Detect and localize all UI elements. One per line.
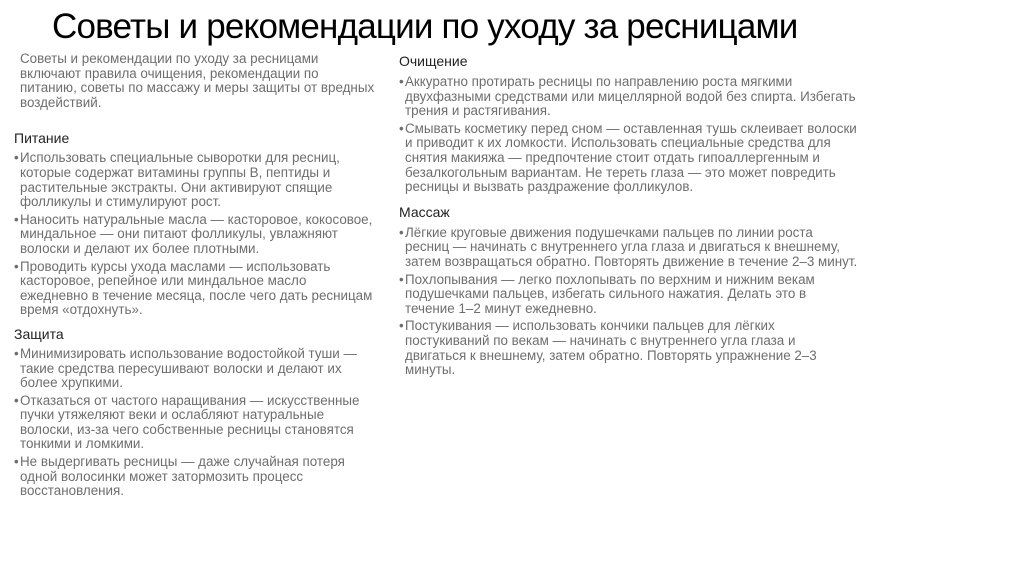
list-item: •Использовать специальные сыворотки для ресниц, которые содержат витамины группы B, пептиды и растительные экстракты. Они активируют спящие фолликулы и стимулируют рост. [14,150,340,210]
bullet-icon: • [14,258,19,274]
bullet-icon: • [14,211,19,227]
left-column [14,52,376,499]
intro-paragraph: Советы и рекомендации по уходу за ресницами включают правила очищения, рекомендации по питанию, советы по массажу и меры защиты от вредных воздействий. [20,51,375,110]
list-item: •Лёгкие круговые движения подушечками пальцев по линии роста ресниц — начинать с внутреннего угла глаза и двигаться к внешнему, затем возвращаться обратно. Повторять движение в течение 2–3 минут. [399,224,858,269]
list-item: •Проводить курсы ухода маслами — использовать касторовое, репейное или миндальное масло ежедневно в течение месяца, после чего дать ресницам время «отдохнуть». [14,258,373,318]
list-item: •Наносить натуральные масла — касторовое, кокосовое, миндальное — они питают фолликулы, увлажняют волоски и делают их более плотными. [14,211,373,256]
bullet-icon: • [399,120,404,136]
bullet-icon: • [399,271,404,287]
list-item: •Не выдергивать ресницы — даже случайная потеря одной волосинки может затормозить процесс восстановления. [14,454,345,499]
section-heading-nutrition: Питание [14,130,70,147]
list-item: •Постукивания — использовать кончики пальцев для лёгких постукиваний по векам — начинать с внутреннего угла глаза и двигаться к внешнему, затем обратно. Повторять упражнение 2–3 минуты. [399,318,817,378]
bullet-icon: • [399,224,404,240]
list-item: •Минимизировать использование водостойкой туши — такие средства пересушивают волоски и делают их более хрупкими. [14,345,357,391]
bullet-icon: • [14,392,19,408]
list-item: •Похлопывания — легко похлопывать по верхним и нижним векам подушечками пальцев, избегать сильного нажатия. Делать это в течение 1–2 минут ежедневно. [399,271,815,316]
right-column [399,53,859,378]
section-heading-cleansing: Очищение [399,53,468,69]
bullet-icon: • [399,74,404,89]
section-heading-massage: Массаж [399,203,450,220]
list-item: •Аккуратно протирать ресницы по направлению роста мягкими двухфазными средствами или мицеллярной водой без спирта. Избегать трения и растягивания. [399,74,856,119]
bullet-icon: • [14,345,19,361]
slide-title: Советы и рекомендации по уходу за ресницами [52,7,798,46]
bullet-icon: • [14,454,19,470]
section-heading-protection: Защита [14,325,64,342]
list-item: •Отказаться от частого наращивания — искусственные пучки утяжеляют веки и ослабляют натуральные волоски, из-за чего собственные ресницы становятся тонкими и ломкими. [14,392,360,452]
list-item: •Смывать косметику перед сном — оставленная тушь склеивает волоски и приводит к их ломкости. Использовать специальные средства для снятия макияжа — предпочтение стоит отдать гипоаллергенным и безалкогольным вариантам. Не тереть глаза — это может повредить ресницы и вызвать раздражение фолликулов. [399,120,857,195]
bullet-icon: • [399,318,404,334]
bullet-icon: • [14,150,19,166]
